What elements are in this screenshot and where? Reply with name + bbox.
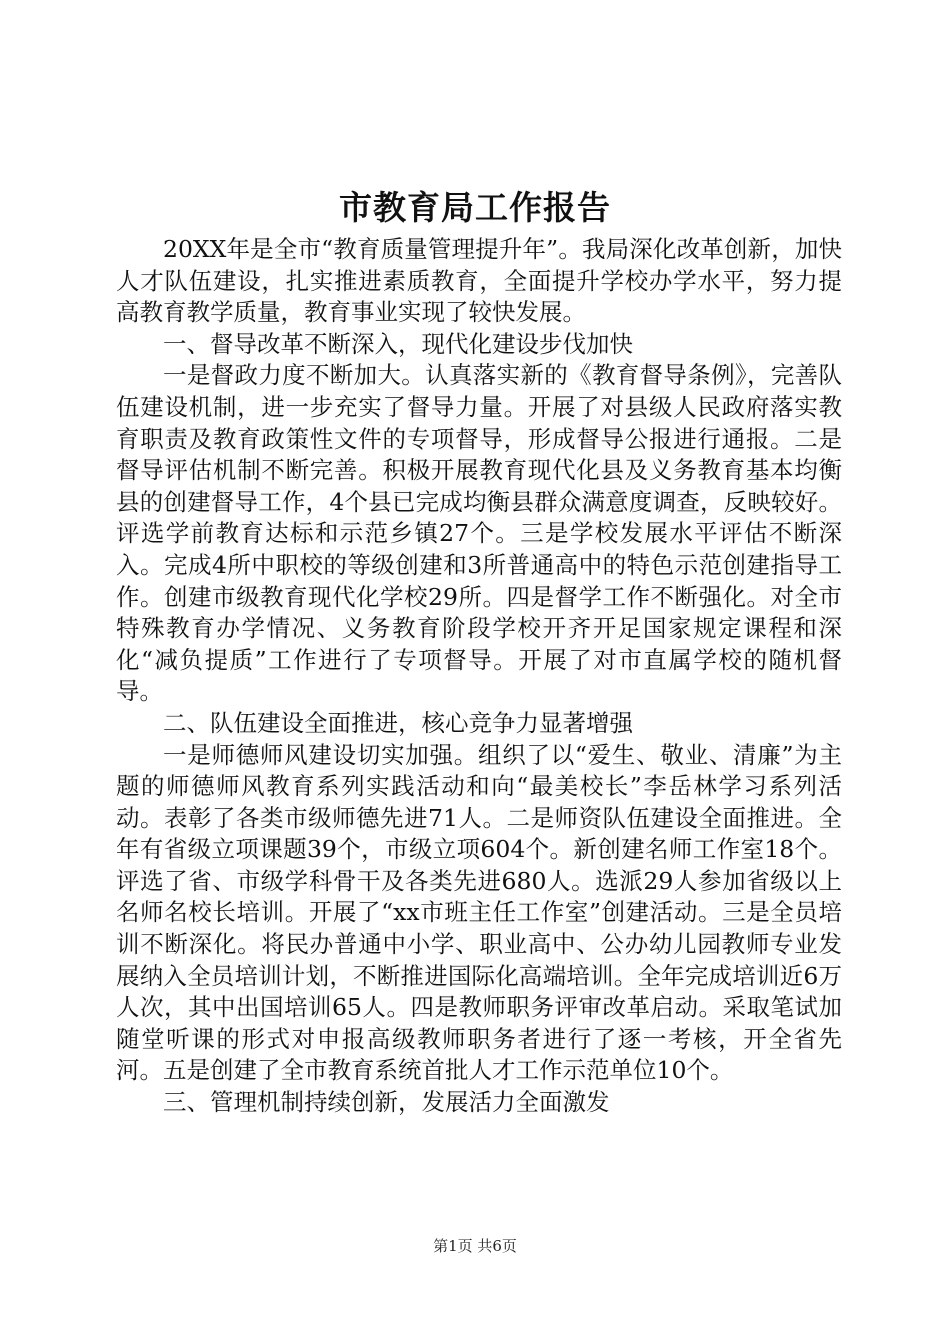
document-title: 市教育局工作报告	[339, 188, 611, 227]
section-heading-2: 二、队伍建设全面推进，核心竞争力显著增强	[163, 708, 633, 737]
section-1-paragraph: 一是督政力度不断加大。认真落实新的《教育督导条例》，完善队伍建设机制，进一步充实了督导力量。开展了对县级人民政府落实教育职责及教育政策性文件的专项督导，形成督导公报进行通报。二是督导评估机制不断完善。积极开展教育现代化县及义务教育基本均衡县的创建督导工作，4个县已完成均衡县群众满意度调查，反映较好。评选学前教育达标和示范乡镇27个。三是学校发展水平评估不断深入。完成4所中职校的等级创建和3所普通高中的特色示范创建指导工作。创建市级教育现代化学校29所。四是督学工作不断强化。对全市特殊教育办学情况、义务教育阶段学校开齐开足国家规定课程和深化“减负提质”工作进行了专项督导。开展了对市直属学校的随机督导。	[116, 361, 842, 706]
intro-paragraph: 20XX年是全市“教育质量管理提升年”。我局深化改革创新，加快人才队伍建设，扎实推进素质教育，全面提升学校办学水平，努力提高教育教学质量，教育事业实现了较快发展。	[116, 235, 842, 327]
section-heading-3: 三、管理机制持续创新，发展活力全面激发	[163, 1088, 610, 1117]
page-number-footer: 第1页 共6页	[433, 1237, 517, 1255]
document-body	[116, 234, 842, 1119]
section-heading-1: 一、督导改革不断深入，现代化建设步伐加快	[163, 329, 633, 358]
section-2-paragraph: 一是师德师风建设切实加强。组织了以“爱生、敬业、清廉”为主题的师德师风教育系列实践活动和向“最美校长”李岳林学习系列活动。表彰了各类市级师德先进71人。二是师资队伍建设全面推进。全年有省级立项课题39个，市级立项604个。新创建名师工作室18个。评选了省、市级学科骨干及各类先进680人。选派29人参加省级以上名师名校长培训。开展了“xx市班主任工作室”创建活动。三是全员培训不断深化。将民办普通中小学、职业高中、公办幼儿园教师专业发展纳入全员培训计划，不断推进国际化高端培训。全年完成培训近6万人次，其中出国培训65人。四是教师职务评审改革启动。采取笔试加随堂听课的形式对申报高级教师职务者进行了逐一考核，开全省先河。五是创建了全市教育系统首批人才工作示范单位10个。	[116, 740, 842, 1085]
